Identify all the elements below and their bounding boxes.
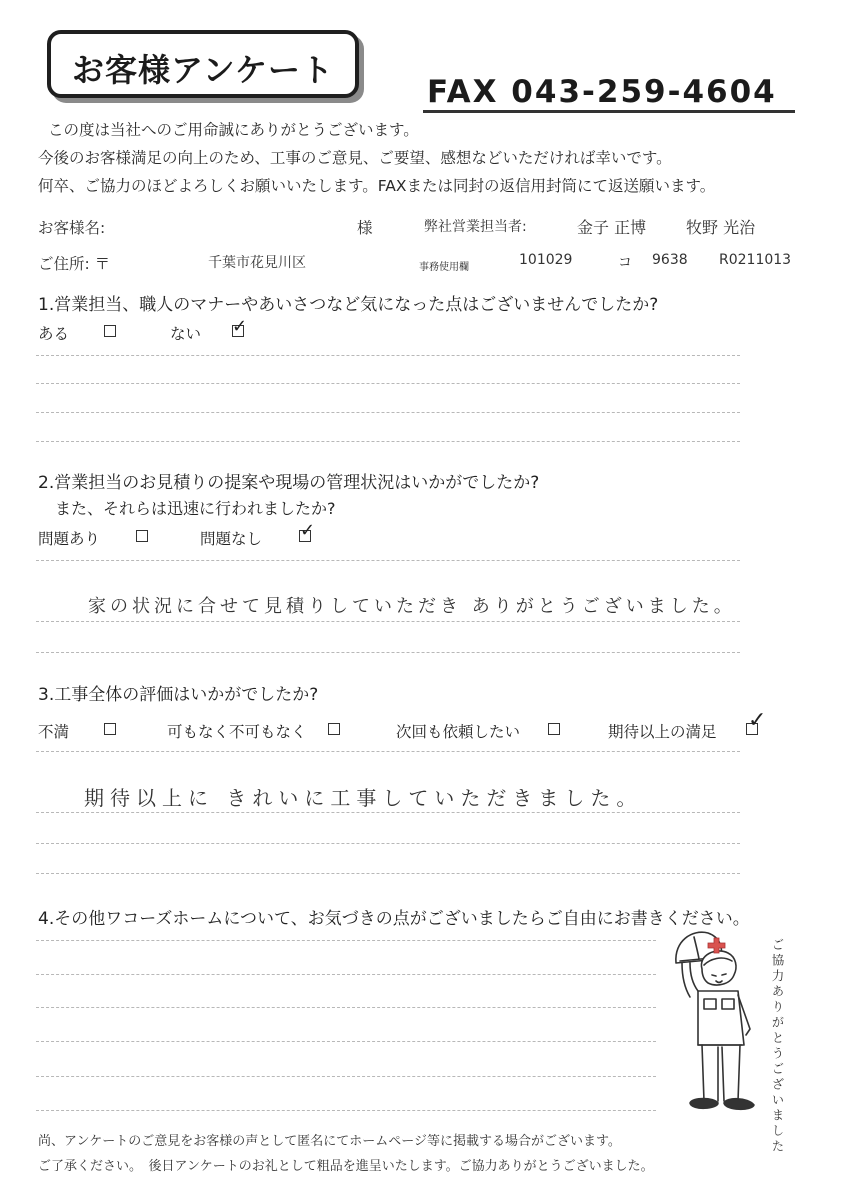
- q1-option-nai: ない: [170, 325, 202, 343]
- q2-option-problem: 問題あり: [38, 530, 101, 548]
- q2-answer-line-2: [36, 621, 740, 622]
- address-label: ご住所: 〒: [38, 255, 111, 273]
- fax-number: FAX 043-259-4604: [427, 74, 777, 110]
- q1-checkbox-aru[interactable]: [104, 325, 116, 337]
- footer-line-2: ご了承ください。 後日アンケートのお礼として粗品を進呈いたします。ご協力ありがとうございました。: [38, 1159, 654, 1174]
- q2-checkbox-problem[interactable]: [136, 530, 148, 542]
- intro-line-1: この度は当社へのご用命誠にありがとうございます。: [48, 121, 419, 139]
- title-box: [47, 30, 359, 98]
- q4-answer-line-4: [36, 1041, 656, 1042]
- q3-option-exceeded: 期待以上の満足: [608, 723, 717, 741]
- q3-answer-line-3: [36, 843, 740, 844]
- q2-answer-line-1: [36, 560, 740, 561]
- q1-answer-line-2: [36, 383, 740, 384]
- q1-answer-line-4: [36, 441, 740, 442]
- staff-name-2: 牧野 光治: [686, 218, 756, 237]
- q4-answer-line-5: [36, 1076, 656, 1077]
- q4-question: 4.その他ワコーズホームについて、お気づきの点がございましたらご自由にお書きください。: [38, 909, 750, 929]
- q4-answer-line-3: [36, 1007, 656, 1008]
- staff-label: 弊社営業担当者:: [424, 219, 527, 235]
- office-code-4: R0211013: [719, 252, 792, 268]
- q2-question: 2.営業担当のお見積りの提案や現場の管理状況はいかがでしたか?: [38, 473, 540, 493]
- office-code-1: 101029: [519, 252, 573, 268]
- q3-check-mark-icon: ✓: [748, 708, 767, 733]
- q2-question-line2: また、それらは迅速に行われましたか?: [55, 499, 336, 518]
- address-value: 千葉市花見川区: [208, 255, 306, 271]
- q3-answer-line-4: [36, 873, 740, 874]
- q3-option-dissatisfied: 不満: [38, 723, 70, 741]
- q4-answer-line-6: [36, 1110, 656, 1111]
- office-code-3: 9638: [652, 252, 688, 268]
- q1-answer-line-1: [36, 355, 740, 356]
- bowing-worker-illustration: [668, 925, 768, 1120]
- office-code-2: コ: [618, 255, 632, 271]
- q3-answer-line-1: [36, 751, 740, 752]
- q1-question: 1.営業担当、職人のマナーやあいさつなど気になった点はございませんでしたか?: [38, 295, 659, 315]
- customer-name-label: お客様名:: [38, 219, 106, 237]
- q1-option-aru: ある: [38, 325, 70, 343]
- fax-underline: [423, 110, 795, 113]
- q4-answer-line-2: [36, 974, 656, 975]
- footer-line-1: 尚、アンケートのご意見をお客様の声として匿名にてホームページ等に掲載する場合がございます。: [38, 1134, 621, 1149]
- sama-label: 様: [357, 219, 373, 237]
- intro-line-2: 今後のお客様満足の向上のため、工事のご意見、ご要望、感想などいただければ幸いです。: [38, 149, 672, 167]
- q3-answer-line-2: [36, 812, 740, 813]
- q3-option-request-again: 次回も依頼したい: [396, 723, 521, 741]
- thanks-vertical-text: ご協力ありがとうございました: [770, 938, 785, 1155]
- q4-answer-line-1: [36, 940, 656, 941]
- page-title: お客様アンケート: [71, 51, 335, 89]
- q2-check-mark-icon: ✓: [300, 520, 316, 541]
- intro-line-3: 何卒、ご協力のほどよろしくお願いいたします。FAXまたは同封の返信用封筒にて返送願います。: [38, 177, 716, 195]
- q1-check-mark-icon: ✓: [232, 316, 248, 337]
- q3-handwritten-answer: 期待以上に きれいに工事していただきました。: [84, 786, 643, 810]
- q3-checkbox-neutral[interactable]: [328, 723, 340, 735]
- staff-name-1: 金子 正博: [577, 218, 647, 237]
- q3-question: 3.工事全体の評価はいかがでしたか?: [38, 685, 319, 705]
- q2-option-no-problem: 問題なし: [200, 530, 263, 548]
- q2-handwritten-answer: 家の状況に合せて見積りしていただき ありがとうございました。: [88, 596, 736, 617]
- office-use-label: 事務使用欄: [419, 262, 469, 273]
- q1-answer-line-3: [36, 412, 740, 413]
- q2-answer-line-3: [36, 652, 740, 653]
- q3-checkbox-dissatisfied[interactable]: [104, 723, 116, 735]
- q3-checkbox-request-again[interactable]: [548, 723, 560, 735]
- q3-option-neutral: 可もなく不可もなく: [167, 723, 307, 741]
